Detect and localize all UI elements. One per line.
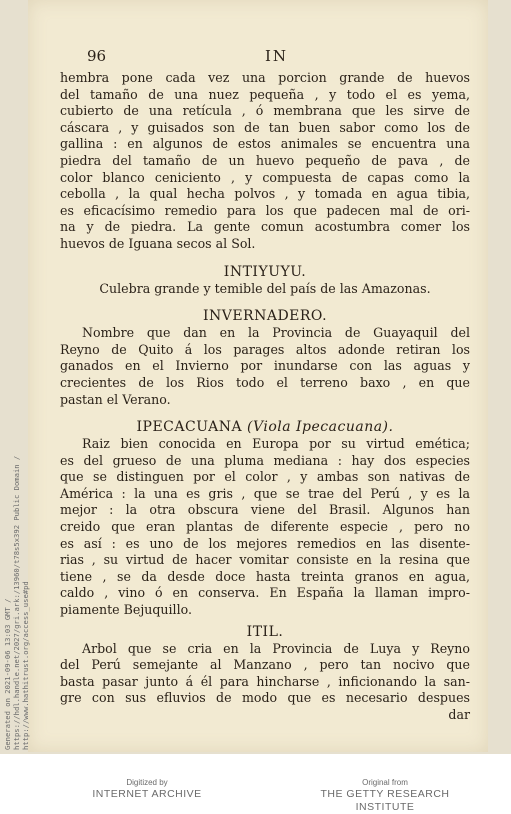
text-line: mejor : la otra obscura viene del Brasil. Algunos han xyxy=(60,502,470,518)
entry-title-invernadero: INVERNADERO. xyxy=(202,308,328,325)
credit-caption: Digitized by xyxy=(126,778,168,787)
text-line: tiene , se da desde doce hasta treinta granos en agua, xyxy=(60,568,470,584)
text-line: Nombre que dan en la Provincia de Guayaquil del xyxy=(82,325,470,341)
catchword: dar xyxy=(448,707,470,722)
text-line: ganados en el Invierno por inundarse con las aguas y xyxy=(60,358,470,374)
credit-source: THE GETTY RESEARCH INSTITUTE xyxy=(320,788,450,813)
page-footer xyxy=(0,754,511,813)
text-line: cáscara , y guisados son de tan buen sabor como los de xyxy=(60,119,470,135)
watermark-text: Generated on 2021-09-06 13:03 GMT / https://hdl.handle.net/2027/gri.ark:/13960/t78s5x392 Public Domain / http://www.hathitrust.org/access_use#pd xyxy=(3,455,30,750)
text-line: Raiz bien conocida en Europa por su virtud emética; xyxy=(82,436,470,452)
page-header xyxy=(60,48,470,66)
text-line: na y de piedra. La gente comun acostumbra comer los xyxy=(60,219,470,235)
text-line: Arbol que se cria en la Provincia de Luya y Reyno xyxy=(82,640,470,656)
text-line: basta pasar junto á él para hincharse , inficionando la san- xyxy=(60,673,470,689)
credit-source: INTERNET ARCHIVE xyxy=(92,788,202,800)
text-line: color blanco ceniciento , y compuesta de capas como la xyxy=(60,169,470,185)
text-line: Culebra grande y temible del país de las Amazonas. xyxy=(99,280,431,296)
text-line: pastan el Verano. xyxy=(60,391,171,407)
running-head: IN xyxy=(265,47,289,65)
text-line: cubierto de una retícula , ó membrana que les sirve de xyxy=(60,103,470,119)
text-line: es eficacísimo remedio para los que padecen mal de ori- xyxy=(60,202,470,218)
digitized-by-credit[interactable] xyxy=(82,778,212,801)
paragraph-iguana xyxy=(60,70,470,253)
text-line: que se distinguen por el color , y ambas son nativas de xyxy=(60,469,470,485)
credit-caption: Original from xyxy=(362,778,408,787)
text-line: caldo , vino ó en conserva. En España la llaman impro- xyxy=(60,585,470,601)
original-from-credit[interactable] xyxy=(300,778,470,814)
text-line: gallina : en algunos de estos animales se encuentra una xyxy=(60,136,470,152)
text-line: es así : es uno de los mejores remedios en las disente- xyxy=(60,535,470,551)
entry-title-ipecacuana xyxy=(60,418,470,436)
text-line: América : la una es gris , que se trae del Perú , y es la xyxy=(60,485,470,501)
page-text xyxy=(60,48,470,724)
entry-title-itil: ITIL. xyxy=(246,623,284,640)
text-line: creido que eran plantas de diferente especie , pero no xyxy=(60,519,470,535)
text-line: cebolla , la qual hecha polvos , y tomada en agua tibia, xyxy=(60,186,470,202)
entry-title-text: IPECACUANA xyxy=(136,419,243,436)
text-line: rias , su virtud de hacer vomitar consiste en la resina que xyxy=(60,552,470,568)
text-line: Reyno de Quito á los parages altos adonde retiran los xyxy=(60,341,470,357)
text-line: huevos de Iguana secos al Sol. xyxy=(60,235,256,251)
text-line: gre con sus efluvios de modo que es necesario despues xyxy=(60,690,470,706)
text-line: es del grueso de una pluma mediana : hay dos especies xyxy=(60,452,470,468)
text-line: crecientes de los Rios todo el terreno baxo , en que xyxy=(60,374,470,390)
entry-title-latin: (Viola Ipecacuana). xyxy=(247,419,394,436)
text-line: piedra del tamaño de un huevo pequeño de pava , de xyxy=(60,152,470,168)
entry-title-intiyuyu: INTIYUYU. xyxy=(223,263,307,280)
text-line: hembra pone cada vez una porcion grande de huevos xyxy=(60,70,470,85)
page-number: 96 xyxy=(87,47,107,65)
text-line: piamente Bejuquillo. xyxy=(60,602,192,618)
text-line: del tamaño de una nuez pequeña , y todo el es yema, xyxy=(60,86,470,102)
hathitrust-watermark xyxy=(3,390,33,750)
text-line: del Perú semejante al Manzano , pero tan nocivo que xyxy=(60,657,470,673)
